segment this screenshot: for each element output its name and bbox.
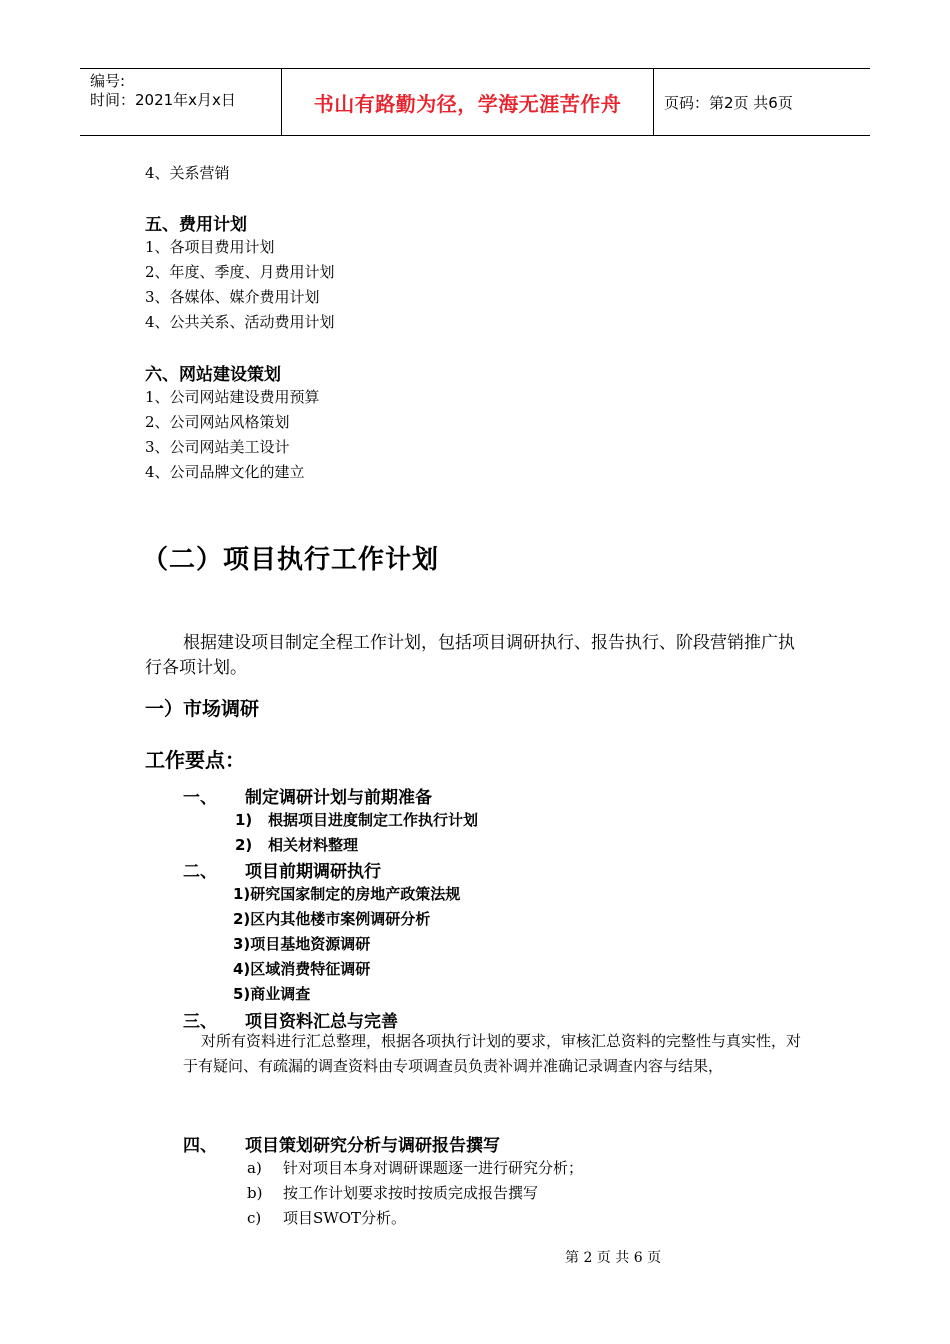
sub-item-text: 根据项目进度制定工作执行计划 — [268, 811, 479, 829]
sub-item-number: 2) — [235, 836, 253, 854]
list-item: 4、关系营销 — [145, 164, 230, 182]
sub-item: 2)区内其他楼市案例调研分析 — [233, 910, 431, 928]
step-number: 二、 — [183, 862, 217, 882]
list-item: 3、各媒体、媒介费用计划 — [145, 288, 320, 306]
sub-item-letter: c) — [247, 1209, 262, 1227]
header-time: 时间：2021年x月x日 — [90, 91, 236, 109]
part-title: （二）项目执行工作计划 — [142, 545, 440, 575]
sub-item — [235, 809, 478, 830]
section-title-website: 六、网站建设策划 — [145, 365, 281, 385]
page-header — [80, 68, 870, 136]
sub-item: 4)区域消费特征调研 — [233, 960, 371, 978]
step-number: 三、 — [183, 1012, 217, 1032]
sub-item-text: 相关材料整理 — [268, 836, 359, 854]
sub-item — [247, 1157, 583, 1178]
step-text: 项目前期调研执行 — [245, 862, 381, 882]
page-footer: 第 2 页 共 6 页 — [565, 1250, 662, 1266]
step-text: 项目策划研究分析与调研报告撰写 — [245, 1136, 500, 1156]
sub-item-number: 1) — [235, 811, 253, 829]
list-item: 2、年度、季度、月费用计划 — [145, 263, 335, 281]
subsection-title: 一）市场调研 — [145, 698, 260, 720]
sub-item-text: 针对项目本身对调研课题逐一进行研究分析； — [283, 1159, 584, 1177]
sub-item: 5)商业调查 — [233, 985, 311, 1003]
sub-item-text: 按工作计划要求按时按质完成报告撰写 — [283, 1184, 539, 1202]
list-item: 1、各项目费用计划 — [145, 238, 275, 256]
list-item: 4、公司品牌文化的建立 — [145, 463, 305, 481]
step-number: 四、 — [183, 1136, 217, 1156]
header-motto: 书山有路勤为径，学海无涯苦作舟 — [282, 69, 654, 135]
intro-paragraph: 根据建设项目制定全程工作计划，包括项目调研执行、报告执行、阶段营销推广执行各项计划。 — [145, 633, 795, 678]
step-text: 制定调研计划与前期准备 — [245, 788, 432, 808]
summary-paragraph: 对所有资料进行汇总整理，根据各项执行计划的要求，审核汇总资料的完整性与真实性，对于有疑问、有疏漏的调查资料由专项调查员负责补调并准确记录调查内容与结果， — [183, 1032, 802, 1075]
sub-item-text: 项目SWOT分析。 — [283, 1209, 406, 1227]
sub-item: 1)研究国家制定的房地产政策法规 — [233, 885, 461, 903]
step-number: 一、 — [183, 788, 217, 808]
list-item: 3、公司网站美工设计 — [145, 438, 290, 456]
list-item: 4、公共关系、活动费用计划 — [145, 313, 335, 331]
sub-item — [247, 1182, 538, 1203]
list-item: 2、公司网站风格策划 — [145, 413, 290, 431]
sub-item: 3)项目基地资源调研 — [233, 935, 371, 953]
step-heading — [183, 783, 432, 808]
section-title-expense: 五、费用计划 — [145, 215, 247, 235]
header-meta — [80, 69, 282, 135]
key-points-heading: 工作要点： — [145, 748, 245, 772]
header-page-number: 页码：第2页 共6页 — [664, 93, 793, 112]
step-heading — [183, 857, 381, 882]
sub-item-letter: b) — [247, 1184, 263, 1202]
list-item: 1、公司网站建设费用预算 — [145, 388, 320, 406]
sub-item — [247, 1207, 406, 1228]
step-heading — [183, 1131, 500, 1156]
header-number: 编号: — [90, 72, 126, 90]
sub-item-letter: a) — [247, 1159, 262, 1177]
sub-item — [235, 834, 358, 855]
step-text: 项目资料汇总与完善 — [245, 1012, 398, 1032]
